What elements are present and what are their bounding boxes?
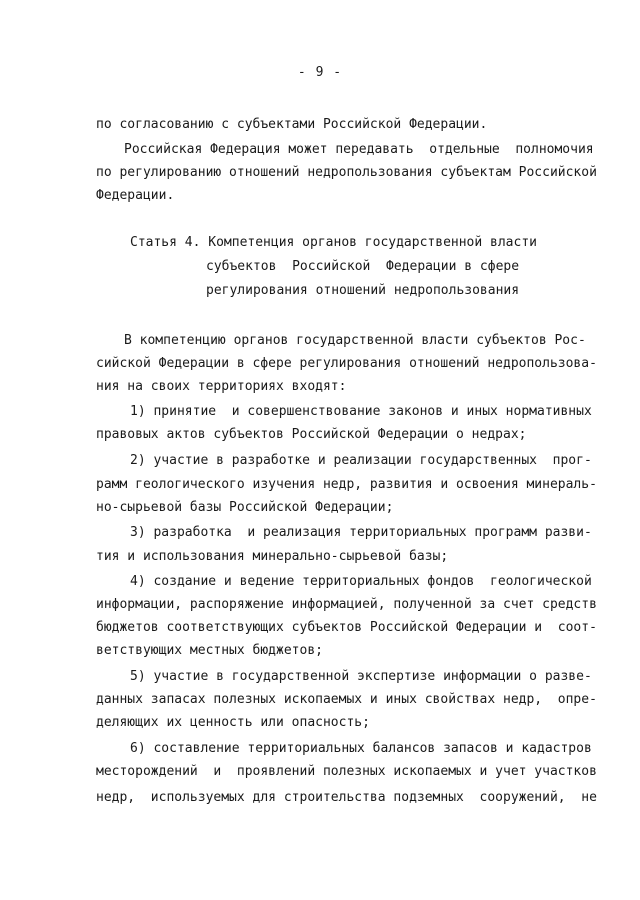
intro-line: по согласованию с субъектами Российской Федерации. xyxy=(96,117,488,132)
content-line: ния на своих территориях входят: xyxy=(96,379,347,394)
content-line: деляющих их ценность или опасность; xyxy=(96,715,370,730)
content-line: 4) создание и ведение территориальных фондов геологической xyxy=(130,574,592,589)
content-line: данных запасах полезных ископаемых и иных свойствах недр, опре- xyxy=(96,692,597,707)
content-line: 2) участие в разработке и реализации государственных прог- xyxy=(130,453,592,468)
article-title-line: субъектов Российской Федерации в сфере xyxy=(206,259,520,274)
intro-line: Федерации. xyxy=(96,188,175,203)
content-line: информации, распоряжение информацией, полученной за счет средств xyxy=(96,597,597,612)
content-line: тия и использования минерально-сырьевой базы; xyxy=(96,549,449,564)
content-line: ветствующих местных бюджетов; xyxy=(96,643,323,658)
content-line: недр, используемых для строительства подземных сооружений, не xyxy=(96,790,597,805)
page-number: - 9 - xyxy=(297,65,343,80)
content-line: 1) принятие и совершенствование законов и иных нормативных xyxy=(130,404,592,419)
content-line: сийской Федерации в сфере регулирования отношений недропользова- xyxy=(96,356,597,371)
intro-line: по регулированию отношений недропользования субъектам Российской xyxy=(96,165,597,180)
content-line: 5) участие в государственной экспертизе информации о разве- xyxy=(130,669,592,684)
article-title-line: регулирования отношений недропользования xyxy=(206,283,520,298)
content-line: рамм геологического изучения недр, развития и освоения минераль- xyxy=(96,477,597,492)
content-line: В компетенцию органов государственной власти субъектов Рос- xyxy=(124,333,586,348)
content-line: 3) разработка и реализация территориальных программ разви- xyxy=(130,525,592,540)
intro-line: Российская Федерация может передавать отдельные полномочия xyxy=(124,142,594,157)
article-title-line: Статья 4. Компетенция органов государственной власти xyxy=(130,235,537,250)
content-line: но-сырьевой базы Российской Федерации; xyxy=(96,500,394,515)
content-line: правовых актов субъектов Российской Федерации о недрах; xyxy=(96,427,527,442)
content-line: месторождений и проявлений полезных ископаемых и учет участков xyxy=(96,764,597,779)
content-line: 6) составление территориальных балансов запасов и кадастров xyxy=(130,741,592,756)
content-line: бюджетов соответствующих субъектов Российской Федерации и соот- xyxy=(96,620,597,635)
